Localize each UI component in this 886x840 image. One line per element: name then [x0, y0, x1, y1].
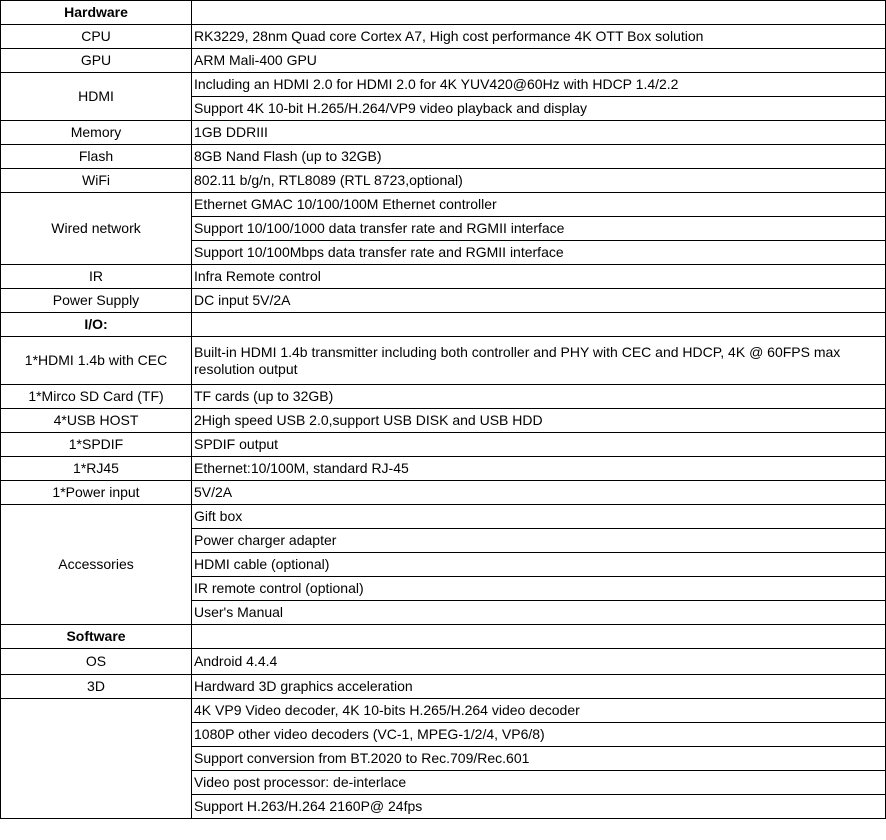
spec-label-memory: Memory [1, 121, 192, 145]
spec-value: Hardward 3D graphics acceleration [192, 675, 886, 699]
spec-value: User's Manual [192, 601, 886, 625]
spec-value: ARM Mali-400 GPU [192, 49, 886, 73]
spec-value: 1080P other video decoders (VC-1, MPEG-1/2/4, VP6/8) [192, 723, 886, 747]
spec-value: Ethernet GMAC 10/100/100M Ethernet controller [192, 193, 886, 217]
spec-value: DC input 5V/2A [192, 289, 886, 313]
spec-value: Support 10/100/1000 data transfer rate and RGMII interface [192, 217, 886, 241]
spec-value: 2High speed USB 2.0,support USB DISK and USB HDD [192, 409, 886, 433]
spec-row [1, 457, 886, 481]
spec-row [1, 289, 886, 313]
spec-row [1, 121, 886, 145]
spec-value: 5V/2A [192, 481, 886, 505]
spec-label-1-power-input: 1*Power input [1, 481, 192, 505]
spec-value: RK3229, 28nm Quad core Cortex A7, High cost performance 4K OTT Box solution [192, 25, 886, 49]
section-header: I/O: [1, 313, 192, 337]
spec-row [1, 385, 886, 409]
spec-label-power-supply: Power Supply [1, 289, 192, 313]
spec-row [1, 337, 886, 385]
spec-row [1, 649, 886, 675]
spec-value: HDMI cable (optional) [192, 553, 886, 577]
spec-value: Ethernet:10/100M, standard RJ-45 [192, 457, 886, 481]
spec-row [1, 505, 886, 529]
spec-value: IR remote control (optional) [192, 577, 886, 601]
section-header-row-software [1, 625, 886, 649]
spec-label-ir: IR [1, 265, 192, 289]
spec-label-wifi: WiFi [1, 169, 192, 193]
spec-value: 802.11 b/g/n, RTL8089 (RTL 8723,optional) [192, 169, 886, 193]
spec-label-gpu: GPU [1, 49, 192, 73]
spec-value: Support conversion from BT.2020 to Rec.709/Rec.601 [192, 747, 886, 771]
spec-value: Infra Remote control [192, 265, 886, 289]
section-header-empty-cell [192, 625, 886, 649]
spec-label-cpu: CPU [1, 25, 192, 49]
spec-label-os: OS [1, 649, 192, 675]
spec-label-1-spdif: 1*SPDIF [1, 433, 192, 457]
spec-label-1-mirco-sd-card-tf: 1*Mirco SD Card (TF) [1, 385, 192, 409]
spec-value: Support H.263/H.264 2160P@ 24fps [192, 795, 886, 819]
spec-label-wired-network: Wired network [1, 193, 192, 265]
spec-label-1-hdmi-1-4b-with-cec: 1*HDMI 1.4b with CEC [1, 337, 192, 385]
section-header: Software [1, 625, 192, 649]
spec-row [1, 675, 886, 699]
spec-label-hdmi: HDMI [1, 73, 192, 121]
spec-value: Support 10/100Mbps data transfer rate and RGMII interface [192, 241, 886, 265]
spec-row [1, 433, 886, 457]
spec-value: SPDIF output [192, 433, 886, 457]
spec-label-1-rj45: 1*RJ45 [1, 457, 192, 481]
spec-row [1, 73, 886, 97]
spec-label-blank [1, 699, 192, 819]
spec-row [1, 25, 886, 49]
spec-value: Power charger adapter [192, 529, 886, 553]
spec-label-accessories: Accessories [1, 505, 192, 625]
spec-label-4-usb-host: 4*USB HOST [1, 409, 192, 433]
spec-row [1, 409, 886, 433]
spec-value: Built-in HDMI 1.4b transmitter including both controller and PHY with CEC and HDCP, 4K @ 60FPS max resolution output [192, 337, 886, 385]
spec-value: 8GB Nand Flash (up to 32GB) [192, 145, 886, 169]
spec-value: Android 4.4.4 [192, 649, 886, 675]
spec-value: Gift box [192, 505, 886, 529]
section-header-row-i-o [1, 313, 886, 337]
spec-value: Including an HDMI 2.0 for HDMI 2.0 for 4K YUV420@60Hz with HDCP 1.4/2.2 [192, 73, 886, 97]
section-header-empty-cell [192, 313, 886, 337]
spec-row [1, 145, 886, 169]
spec-value: Support 4K 10-bit H.265/H.264/VP9 video playback and display [192, 97, 886, 121]
spec-value: 4K VP9 Video decoder, 4K 10-bits H.265/H.264 video decoder [192, 699, 886, 723]
spec-value: Video post processor: de-interlace [192, 771, 886, 795]
section-header: Hardware [1, 1, 192, 25]
spec-row [1, 169, 886, 193]
spec-row [1, 265, 886, 289]
section-header-row-hardware [1, 1, 886, 25]
spec-row [1, 49, 886, 73]
spec-row [1, 699, 886, 723]
spec-value: 1GB DDRIII [192, 121, 886, 145]
spec-row [1, 481, 886, 505]
spec-label-3d: 3D [1, 675, 192, 699]
spec-label-flash: Flash [1, 145, 192, 169]
spec-table-body [1, 1, 886, 819]
spec-value: TF cards (up to 32GB) [192, 385, 886, 409]
section-header-empty-cell [192, 1, 886, 25]
spec-row [1, 193, 886, 217]
